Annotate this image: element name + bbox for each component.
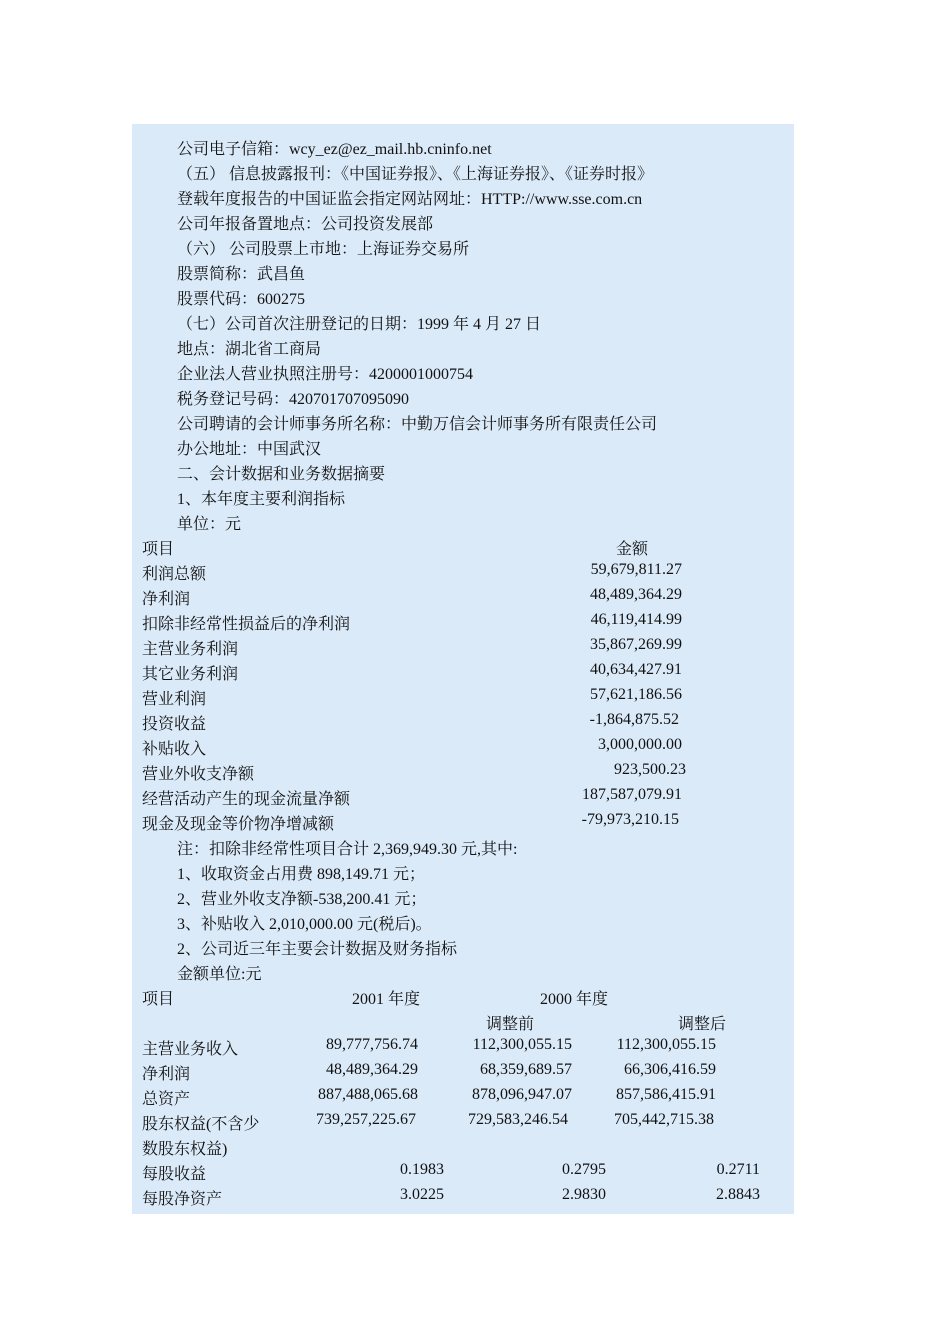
row-item: 净利润 [142, 1066, 191, 1083]
tax-number: 税务登记号码：420701707095090 [177, 391, 410, 408]
subsection-heading: 2、公司近三年主要会计数据及财务指标 [177, 941, 458, 958]
row-amount: 57,621,186.56 [590, 686, 682, 703]
row-before: 878,096,947.07 [472, 1086, 572, 1103]
report-location: 公司年报备置地点：公司投资发展部 [177, 216, 434, 233]
profit-header-item: 项目 [142, 541, 175, 558]
stock-code: 股票代码：600275 [177, 291, 306, 308]
profit-header-amount: 金额 [616, 541, 649, 558]
subsection-heading: 1、本年度主要利润指标 [177, 491, 346, 508]
row-2001: 739,257,225.67 [316, 1111, 416, 1128]
row-after: 0.2711 [716, 1161, 760, 1178]
row-item: 主营业务利润 [142, 641, 239, 658]
registration-date: （七）公司首次注册登记的日期：1999 年 4 月 27 日 [177, 316, 542, 333]
accounting-firm: 公司聘请的会计师事务所名称：中勤万信会计师事务所有限责任公司 [177, 416, 658, 433]
row-amount: 35,867,269.99 [590, 636, 682, 653]
row-amount: -79,973,210.15 [581, 811, 679, 828]
row-amount: 46,119,414.99 [590, 611, 682, 628]
row-item: 主营业务收入 [142, 1041, 239, 1058]
listing-exchange: （六） 公司股票上市地：上海证券交易所 [177, 241, 470, 258]
row-item: 营业利润 [142, 691, 207, 708]
row-amount: 48,489,364.29 [590, 586, 682, 603]
note-line: 1、收取资金占用费 898,149.71 元； [177, 866, 426, 883]
business-license-number: 企业法人营业执照注册号：4200001000754 [177, 366, 474, 383]
row-item: 现金及现金等价物净增减额 [142, 816, 335, 833]
row-after: 66,306,416.59 [624, 1061, 716, 1078]
row-before: 0.2795 [562, 1161, 606, 1178]
row-after: 2.8843 [716, 1186, 760, 1203]
row-item: 净利润 [142, 591, 191, 608]
row-before: 729,583,246.54 [468, 1111, 568, 1128]
row-amount: -1,864,875.52 [589, 711, 679, 728]
row-item: 营业外收支净额 [142, 766, 255, 783]
registration-place: 地点：湖北省工商局 [177, 341, 322, 358]
row-item: 利润总额 [142, 566, 207, 583]
row-item: 扣除非经常性损益后的净利润 [142, 616, 351, 633]
header-2000: 2000 年度 [540, 991, 609, 1008]
row-item: 每股收益 [142, 1166, 207, 1183]
row-amount: 3,000,000.00 [598, 736, 682, 753]
header-before-adjustment: 调整前 [486, 1016, 535, 1033]
row-before: 112,300,055.15 [472, 1036, 572, 1053]
row-item: 投资收益 [142, 716, 207, 733]
row-item-continued: 数股东权益) [142, 1141, 228, 1158]
row-2001: 0.1983 [400, 1161, 444, 1178]
section-heading: 二、会计数据和业务数据摘要 [177, 466, 386, 483]
row-item: 补贴收入 [142, 741, 207, 758]
row-item: 总资产 [142, 1091, 191, 1108]
company-email: 公司电子信箱：wcy_ez@ez_mail.hb.cninfo.net [177, 141, 492, 158]
note-line: 2、营业外收支净额-538,200.41 元； [177, 891, 427, 908]
row-after: 857,586,415.91 [616, 1086, 716, 1103]
row-after: 112,300,055.15 [616, 1036, 716, 1053]
row-item: 经营活动产生的现金流量净额 [142, 791, 351, 808]
row-2001: 89,777,756.74 [326, 1036, 418, 1053]
stock-short-name: 股票简称：武昌鱼 [177, 266, 306, 283]
note-line: 3、补贴收入 2,010,000.00 元(税后)。 [177, 916, 432, 933]
header-item: 项目 [142, 991, 175, 1008]
document-panel [132, 124, 794, 1214]
row-amount: 923,500.23 [614, 761, 686, 778]
row-after: 705,442,715.38 [614, 1111, 714, 1128]
report-website: 登载年度报告的中国证监会指定网站网址：HTTP://www.sse.com.cn [177, 191, 643, 208]
header-2001: 2001 年度 [352, 991, 421, 1008]
row-item: 其它业务利润 [142, 666, 239, 683]
row-item: 股东权益(不含少 [142, 1116, 260, 1133]
row-2001: 48,489,364.29 [326, 1061, 418, 1078]
unit-label: 金额单位:元 [177, 966, 262, 983]
unit-label: 单位：元 [177, 516, 242, 533]
row-before: 2.9830 [562, 1186, 606, 1203]
disclosure-newspapers: （五） 信息披露报刊：《中国证券报》、《上海证券报》、《证券时报》 [177, 166, 654, 183]
row-2001: 3.0225 [400, 1186, 444, 1203]
row-item: 每股净资产 [142, 1191, 223, 1208]
office-address: 办公地址：中国武汉 [177, 441, 322, 458]
row-amount: 59,679,811.27 [590, 561, 682, 578]
header-after-adjustment: 调整后 [678, 1016, 727, 1033]
row-before: 68,359,689.57 [480, 1061, 572, 1078]
row-amount: 187,587,079.91 [582, 786, 682, 803]
row-amount: 40,634,427.91 [590, 661, 682, 678]
note-line: 注：扣除非经常性项目合计 2,369,949.30 元,其中: [177, 841, 518, 858]
row-2001: 887,488,065.68 [318, 1086, 418, 1103]
